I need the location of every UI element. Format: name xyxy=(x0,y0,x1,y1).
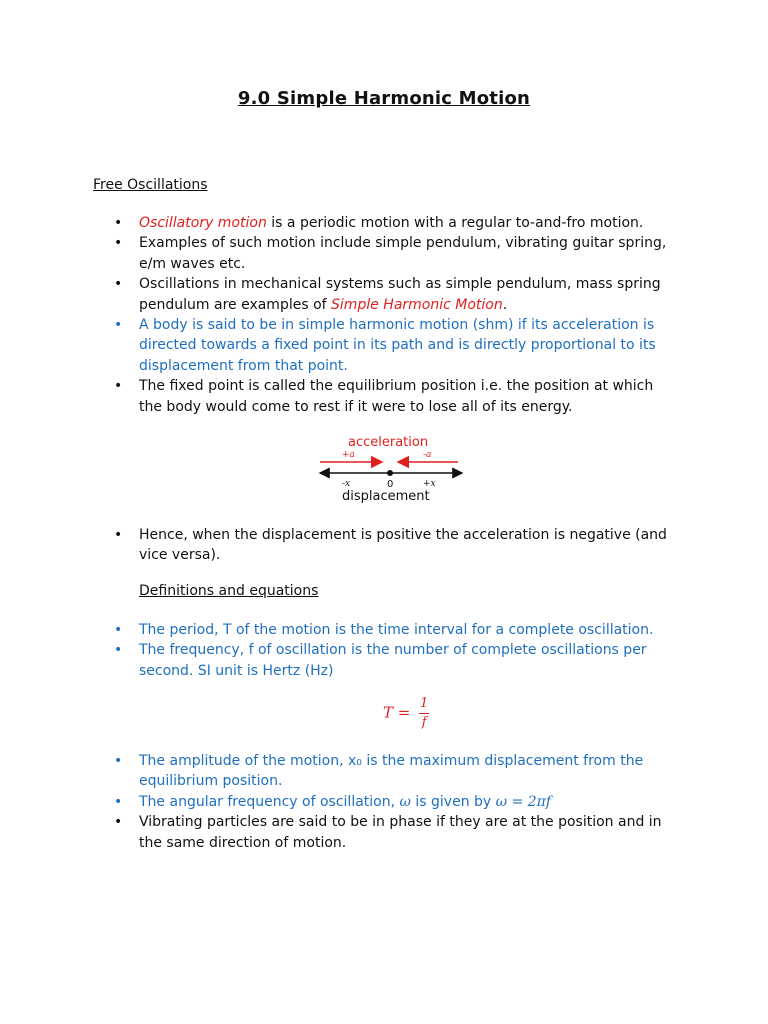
displacement-label: displacement xyxy=(342,489,430,504)
list-item-text: . xyxy=(502,296,508,313)
origin-label: 0 xyxy=(387,479,394,490)
angular-frequency-equation: ω = 2πf xyxy=(495,793,551,810)
list-item xyxy=(0,640,679,681)
formula-lhs: T = xyxy=(383,703,411,722)
period-formula xyxy=(383,696,429,731)
list-item-text: The amplitude of the motion, x₀ is the maximum displacement from the equilibrium position. xyxy=(139,753,644,790)
bullet-icon: • xyxy=(114,235,123,252)
list-item xyxy=(0,315,679,376)
list-item-text: The fixed point is called the equilibrium position i.e. the position at which the body would come to rest if it were to lose all of its energy. xyxy=(139,378,654,415)
bullet-icon: • xyxy=(114,276,123,293)
formula-fraction xyxy=(419,696,429,731)
shm-diagram-svg xyxy=(310,430,470,510)
negative-accel-label: -a xyxy=(423,450,432,460)
list-item-text: Examples of such motion include simple pendulum, vibrating guitar spring, e/m waves etc. xyxy=(139,235,667,272)
list-item-text: A body is said to be in simple harmonic motion (shm) if its acceleration is directed towards a fixed point in its path and is directly proportional to its displacement from that point. xyxy=(139,317,656,374)
bullet-icon: • xyxy=(114,793,123,810)
shm-diagram xyxy=(310,430,470,510)
section-heading-definitions: Definitions and equations xyxy=(139,583,319,599)
list-item xyxy=(0,274,679,315)
formula-numerator: 1 xyxy=(419,696,429,711)
bullet-icon: • xyxy=(114,814,123,831)
positive-x-label: +x xyxy=(423,479,436,489)
bullet-icon: • xyxy=(114,753,123,769)
definitions-list-2 xyxy=(0,751,768,853)
omega-symbol: ω xyxy=(399,793,411,810)
bullet-icon: • xyxy=(114,215,123,231)
list-item-text: Oscillations in mechanical systems such as simple pendulum, mass spring pendulum are examples of xyxy=(139,276,661,313)
list-item-text: is a periodic motion with a regular to-and-fro motion. xyxy=(266,215,644,231)
positive-accel-label: +a xyxy=(342,450,355,460)
list-item-text: Vibrating particles are said to be in phase if they are at the position and in the same direction of motion. xyxy=(139,814,662,851)
conclusion-list xyxy=(0,525,768,566)
bullet-icon: • xyxy=(114,527,123,543)
fraction-bar xyxy=(419,713,429,714)
list-item-text: Hence, when the displacement is positive the acceleration is negative (and vice versa). xyxy=(139,527,667,564)
bullet-icon: • xyxy=(114,378,123,395)
definitions-list xyxy=(0,620,768,681)
section-heading-free-oscillations: Free Oscillations xyxy=(93,177,208,193)
bullet-icon: • xyxy=(114,642,123,659)
list-item xyxy=(0,525,679,566)
bullet-icon: • xyxy=(114,622,123,638)
acceleration-label: acceleration xyxy=(348,435,429,450)
list-item xyxy=(0,213,679,233)
list-item xyxy=(0,792,679,812)
highlight-term: Simple Harmonic Motion xyxy=(331,296,503,313)
free-oscillations-list xyxy=(0,213,768,417)
formula-denominator: f xyxy=(421,715,427,730)
negative-x-label: -x xyxy=(342,479,351,489)
highlight-term: Oscillatory motion xyxy=(139,215,267,231)
bullet-icon: • xyxy=(114,317,123,334)
list-item xyxy=(0,233,679,274)
list-item xyxy=(0,620,679,640)
list-item-text: The frequency, f of oscillation is the number of complete oscillations per second. SI unit is Hertz (Hz) xyxy=(139,642,647,679)
equilibrium-point xyxy=(387,470,393,476)
list-item-text: The period, T of the motion is the time interval for a complete oscillation. xyxy=(139,622,654,638)
list-item xyxy=(0,812,679,853)
list-item-text: The angular frequency of oscillation, xyxy=(139,793,400,810)
page-title: 9.0 Simple Harmonic Motion xyxy=(237,88,531,109)
list-item-text: is given by xyxy=(410,793,496,810)
list-item xyxy=(0,376,679,417)
list-item xyxy=(0,751,679,792)
